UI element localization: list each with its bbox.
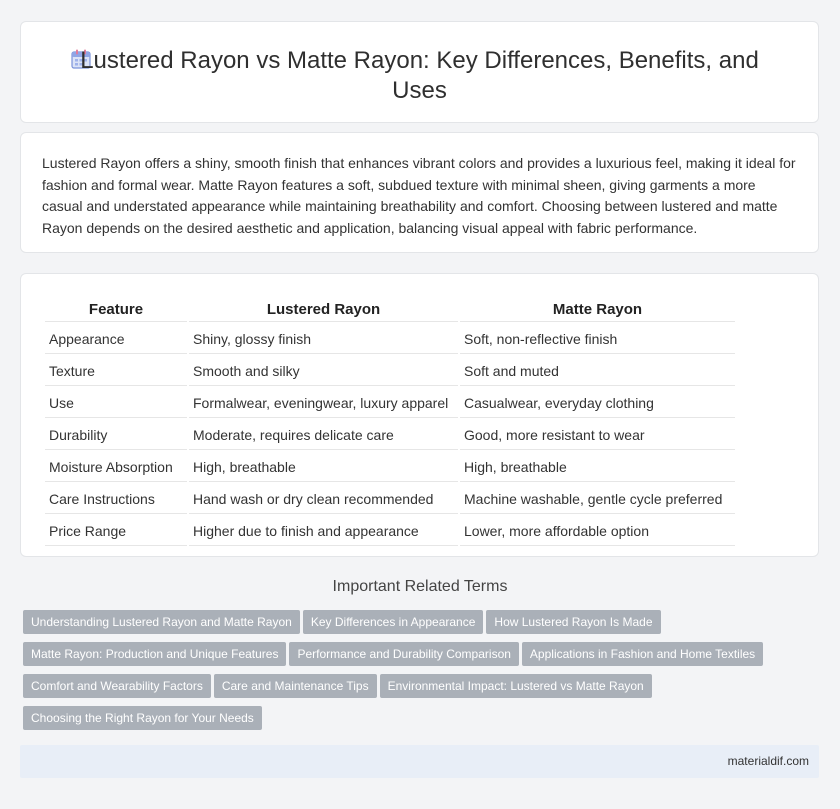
table-row — [45, 484, 735, 514]
table-cell: High, breathable — [189, 452, 458, 482]
table-cell: Shiny, glossy finish — [189, 324, 458, 354]
table-header: Matte Rayon — [460, 298, 735, 322]
related-term-tag[interactable]: Environmental Impact: Lustered vs Matte Rayon — [380, 674, 652, 698]
table-header: Lustered Rayon — [189, 298, 458, 322]
table-row — [45, 388, 735, 418]
related-term-tag[interactable]: Performance and Durability Comparison — [289, 642, 518, 666]
footer-site-link[interactable]: materialdif.com — [727, 754, 809, 768]
table-cell: Hand wash or dry clean recommended — [189, 484, 458, 514]
intro-card — [20, 132, 819, 253]
table-cell: Good, more resistant to wear — [460, 420, 735, 450]
comparison-table-card — [20, 273, 819, 557]
table-cell: Machine washable, gentle cycle preferred — [460, 484, 735, 514]
table-cell: Casualwear, everyday clothing — [460, 388, 735, 418]
related-terms-list — [23, 610, 803, 738]
page-title: Lustered Rayon vs Matte Rayon: Key Differences, Benefits, and Uses — [80, 47, 759, 104]
intro-paragraph: Lustered Rayon offers a shiny, smooth finish that enhances vibrant colors and provides a luxurious feel, making it ideal for fashion and formal wear. Matte Rayon features a soft, subdued texture with minimal sheen, giving garments a more casual and understated appearance while maintaining breathability and comfort. Choosing between lustered and matte Rayon depends on the desired aesthetic and application, balancing visual appeal with fabric performance. — [42, 155, 796, 236]
related-term-tag[interactable]: Choosing the Right Rayon for Your Needs — [23, 706, 262, 730]
table-cell: Soft and muted — [460, 356, 735, 386]
table-cell: Durability — [45, 420, 187, 450]
table-cell: Lower, more affordable option — [460, 516, 735, 546]
table-cell: Higher due to finish and appearance — [189, 516, 458, 546]
table-cell: Appearance — [45, 324, 187, 354]
related-term-tag[interactable]: Key Differences in Appearance — [303, 610, 484, 634]
table-row — [45, 452, 735, 482]
related-term-tag[interactable]: How Lustered Rayon Is Made — [486, 610, 660, 634]
table-cell: Care Instructions — [45, 484, 187, 514]
table-cell: High, breathable — [460, 452, 735, 482]
table-cell: Use — [45, 388, 187, 418]
table-cell: Soft, non-reflective finish — [460, 324, 735, 354]
table-cell: Smooth and silky — [189, 356, 458, 386]
related-term-tag[interactable]: Applications in Fashion and Home Textiles — [522, 642, 763, 666]
table-header-row — [45, 298, 735, 322]
related-term-tag[interactable]: Understanding Lustered Rayon and Matte Rayon — [23, 610, 300, 634]
table-cell: Moderate, requires delicate care — [189, 420, 458, 450]
footer — [20, 745, 819, 778]
table-row — [45, 324, 735, 354]
table-cell: Moisture Absorption — [45, 452, 187, 482]
related-term-tag[interactable]: Comfort and Wearability Factors — [23, 674, 211, 698]
related-term-tag[interactable]: Care and Maintenance Tips — [214, 674, 377, 698]
header-card — [20, 21, 819, 123]
comparison-table — [43, 296, 737, 548]
table-row — [45, 356, 735, 386]
table-row — [45, 420, 735, 450]
table-header: Feature — [45, 298, 187, 322]
table-cell: Formalwear, eveningwear, luxury apparel — [189, 388, 458, 418]
related-term-tag[interactable]: Matte Rayon: Production and Unique Features — [23, 642, 286, 666]
table-row — [45, 516, 735, 546]
table-cell: Texture — [45, 356, 187, 386]
related-terms-heading: Important Related Terms — [332, 578, 508, 595]
table-cell: Price Range — [45, 516, 187, 546]
